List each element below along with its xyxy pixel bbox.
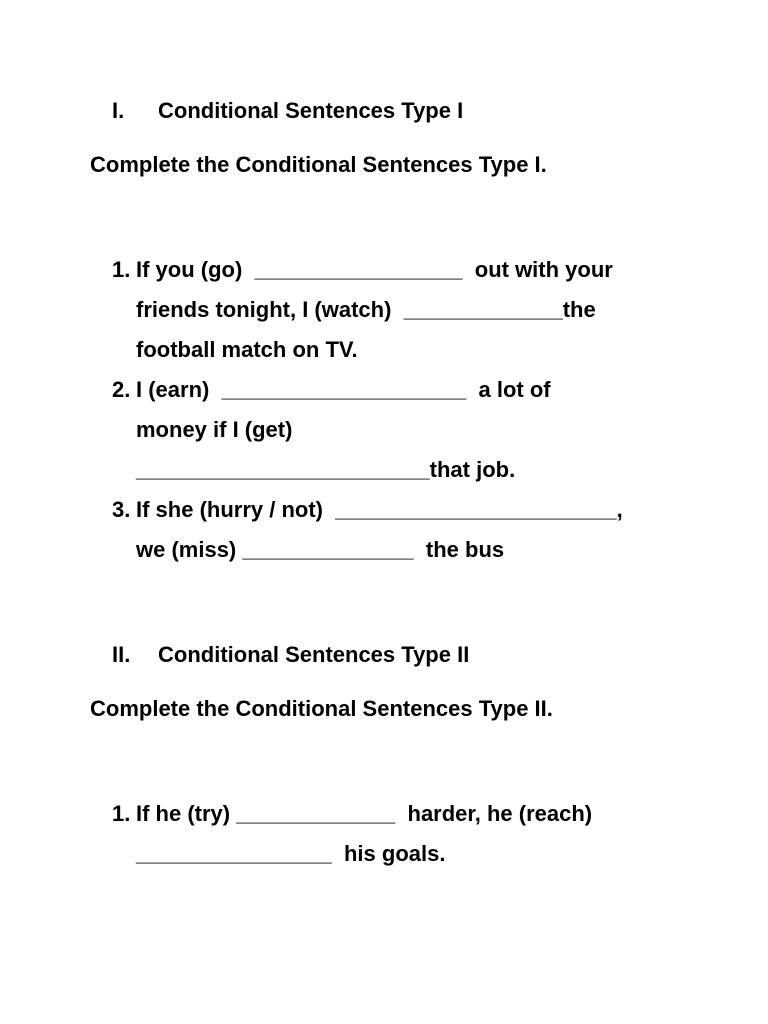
exercise-2-1-text-2: ________________ his goals. (136, 841, 446, 866)
exercise-1-3-text-2: we (miss) ______________ the bus (136, 537, 505, 562)
exercise-1-2-number: 2. (112, 377, 131, 402)
exercise-1-1-number: 1. (112, 257, 131, 282)
exercise-2-1-text-1: If he (try) _____________ harder, he (reach) (136, 801, 593, 826)
section-2-heading (112, 640, 469, 670)
section-1-numeral: I. (112, 98, 125, 123)
exercise-1-2-text-3: ________________________that job. (136, 457, 516, 482)
exercise-1-1-text-3: football match on TV. (136, 337, 358, 362)
exercise-2-1-number: 1. (112, 801, 131, 826)
exercise-1-3-line-1 (112, 495, 623, 525)
exercise-1-1-line-1 (112, 255, 613, 285)
section-1-instruction: Complete the Conditional Sentences Type I. (90, 152, 547, 177)
exercise-1-2-text-1: I (earn) ____________________ a lot of (136, 377, 551, 402)
exercise-1-1-text-1: If you (go) _________________ out with your (136, 257, 613, 282)
exercise-1-1-text-2: friends tonight, I (watch) _____________the (136, 297, 596, 322)
section-2-instruction: Complete the Conditional Sentences Type II. (90, 696, 553, 721)
section-1-heading (112, 96, 463, 126)
section-2-title: Conditional Sentences Type II (158, 642, 470, 667)
exercise-1-2-line-1 (112, 375, 551, 405)
exercise-1-3-number: 3. (112, 497, 131, 522)
exercise-1-2-text-2: money if I (get) (136, 417, 293, 442)
exercise-2-1-line-1 (112, 799, 592, 829)
section-1-title: Conditional Sentences Type I (158, 98, 464, 123)
exercise-1-3-text-1: If she (hurry / not) _______________________, (136, 497, 623, 522)
section-2-numeral: II. (112, 642, 131, 667)
